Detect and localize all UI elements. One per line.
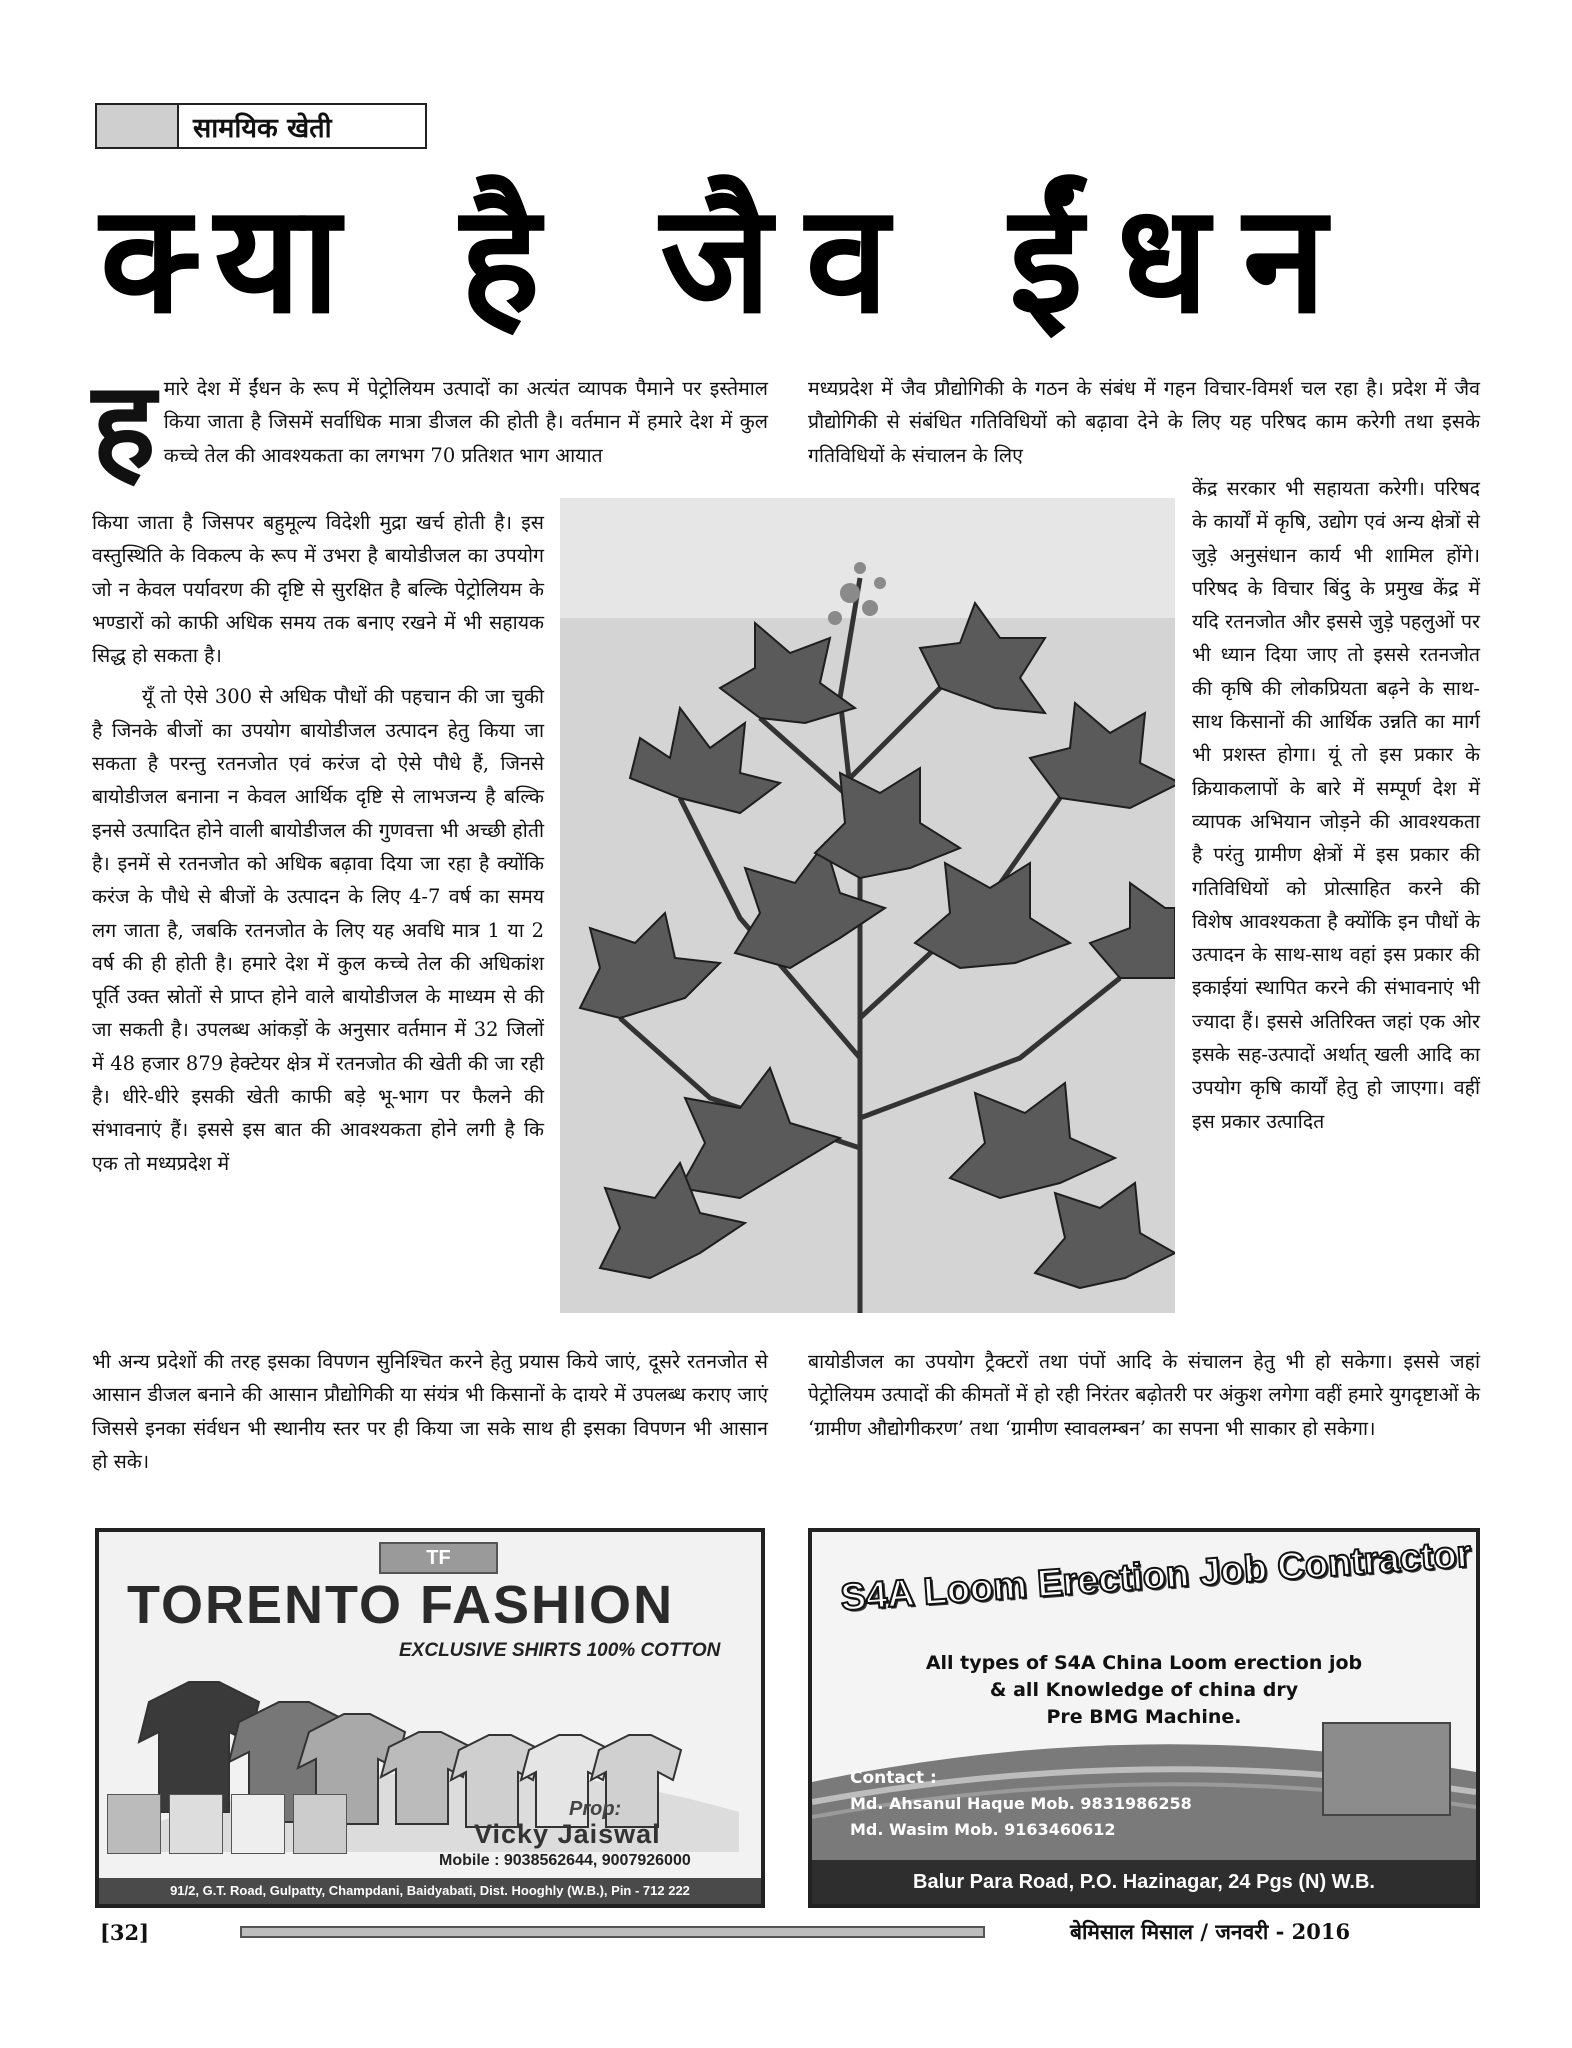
ad-right-address: Balur Para Road, P.O. Hazinagar, 24 Pgs (N) W.B. — [812, 1860, 1476, 1904]
ad-title: S4A Loom Erection Job Contractor — [839, 1533, 1473, 1620]
left-col-para-1: किया जाता है जिसपर बहुमूल्य विदेशी मुद्रा खर्च होती है। इस वस्तुस्थिति के विकल्प के रूप में उभरा है बायोडीजल का उपयोग जो न केवल पर्यावरण की दृष्टि से सुरक्षित है बल्कि पेट्रोलियम के भण्डारों को काफी अधिक समय तक बनाए रखने में भी सहायक सिद्ध हो सकता है। — [92, 511, 544, 668]
right-col-top-text: मध्यप्रदेश में जैव प्रौद्योगिकी के गठन के संबंध में गहन विचार-विमर्श चल रहा है। प्रदेश में जैव प्रौद्योगिकी से संबंधित गतिविधियों को बढ़ावा देने के लिए यह परिषद काम करेगी तथा इसके गतिविधियों के संचालन के लिए — [808, 377, 1480, 467]
ad-torento-fashion — [95, 1528, 765, 1908]
shirt-thumb — [107, 1794, 161, 1854]
shirt-thumb — [169, 1794, 223, 1854]
loom-machine-photo — [1322, 1722, 1451, 1816]
ad-line3: Pre BMG Machine. — [1046, 1706, 1242, 1728]
section-tag-shade — [97, 105, 179, 147]
ad-s4a-loom — [808, 1528, 1480, 1908]
article-left-bottom — [92, 1345, 768, 1478]
shirt-thumbnails — [99, 1794, 347, 1854]
article-right-top — [808, 372, 1480, 472]
shirt-thumb — [231, 1794, 285, 1854]
right-col-narrow-text: केंद्र सरकार भी सहायता करेगी। परिषद के कार्यों में कृषि, उद्योग एवं अन्य क्षेत्रों से जुड़े अनुसंधान कार्य भी शामिल होंगे। परिषद के विचार बिंदु के प्रमुख केंद्र में यदि रतनजोत और इससे जुड़े पहलुओं पर भी ध्यान दिया जाए तो इससे रतनजोत की कृषि की लोकप्रियता बढ़ने के साथ-साथ किसानों की आर्थिक उन्नति का मार्ग भी प्रशस्त होगा। यूं तो इस प्रकार के क्रियाकलापों के बारे में सम्पूर्ण देश में व्यापक अभियान जोड़ने की आवश्यकता है परंतु ग्रामीण क्षेत्रों में इस प्रकार की गतिविधियों को प्रोत्साहित करने की विशेष आवश्यकता है क्योंकि इन पौधों के उत्पादन के साथ-साथ वहां इस प्रकार की इकाईयां स्थापित करने की संभावनाएं भी ज्यादा हैं। इससे अतिरिक्त जहां एक ओर इसके सह-उत्पादों अर्थात् खली आदि का उपयोग कृषि कार्यों हेतु हो जाएगा। वहीं इस प्रकार उत्पादित — [1192, 477, 1480, 1133]
ad-contact-label: Contact : — [850, 1768, 937, 1788]
headline: क्या है जैव ईंधन — [100, 173, 1361, 347]
ad-mobile: Mobile : 9038562644, 9007926000 — [439, 1852, 691, 1869]
ad-tagline: EXCLUSIVE SHIRTS 100% COTTON — [399, 1640, 721, 1661]
section-label: सामयिक खेती — [193, 112, 332, 144]
jatropha-plant-photo — [560, 498, 1175, 1313]
left-col-para-2: यूँ तो ऐसे 300 से अधिक पौधों की पहचान की जा चुकी है जिनके बीजों का उपयोग बायोडीजल उत्पादन हेतु किया जा सकता है परन्तु रतनजोत एवं करंज दो ऐसे पौधे हैं, जिनसे बायोडीजल बनाना न केवल आर्थिक दृष्टि से लाभजन्य है बल्कि इनसे उत्पादित होने वाली बायोडीजल की गुणवत्ता भी अच्छी होती है। इनमें से रतनजोत को अधिक बढ़ावा दिया जा रहा है क्योंकि करंज के पौधे से बीजों के उत्पादन के लिए 4-7 वर्ष का समय लग जाता है, जबकि रतनजोत के लिए यह अवधि मात्र 1 या 2 वर्ष की ही होती है। हमारे देश में कुल कच्चे तेल की अधिकांश पूर्ति उक्त स्रोतों से प्राप्त होने वाले बायोडीजल के माध्यम से की जा सकती है। उपलब्ध आंकड़ों के अनुसार वर्तमान में 32 जिलों में 48 हजार 879 हेक्टेयर क्षेत्र में रतनजोत की खेती की जा रही है। धीरे-धीरे इसकी खेती काफी बड़े भू-भाग पर फैलने की संभावनाएं हैं। इससे इस बात की आवश्यकता होने लगी है कि एक तो मध्यप्रदेश में — [92, 685, 544, 1175]
ad-prop-label: Prop: — [569, 1798, 622, 1820]
ad-contact1: Md. Ahsanul Haque Mob. 9831986258 — [850, 1794, 1192, 1813]
shirt-thumb — [293, 1794, 347, 1854]
right-col-bottom-text: बायोडीजल का उपयोग ट्रैक्टरों तथा पंपों आदि के संचालन हेतु भी हो सकेगा। इससे जहां पेट्रोलियम उत्पादों की कीमतों में हो रही निरंतर बढ़ोतरी पर अंकुश लगेगा वहीं हमारे युगदृष्टाओं के ‘ग्रामीण औद्योगीकरण’ तथा ‘ग्रामीण स्वावलम्बन’ का सपना भी साकार हो सकेगा। — [808, 1350, 1480, 1440]
article-left-top — [92, 357, 768, 496]
footer-bar — [240, 1926, 985, 1938]
plant-illustration — [560, 498, 1175, 1313]
ad-contact2: Md. Wasim Mob. 9163460612 — [850, 1820, 1116, 1839]
left-col-top-text: मारे देश में ईंधन के रूप में पेट्रोलियम उत्पादों का अत्यंत व्यापक पैमाने पर इस्तेमाल किया जाता है जिसमें सर्वाधिक मात्रा डीजल की होती है। वर्तमान में हमारे देश में कुल कच्चे तेल की आवश्यकता का लगभग 70 प्रतिशत भाग आयात — [163, 377, 768, 467]
ad-badge: TF — [379, 1542, 498, 1574]
article-right-narrow — [1192, 472, 1480, 1138]
ad-brand: TORENTO FASHION — [127, 1575, 675, 1635]
article-left-narrow — [92, 506, 544, 1180]
article-right-bottom — [808, 1345, 1480, 1445]
ad-line1: All types of S4A China Loom erection job — [925, 1652, 1363, 1674]
section-tag — [95, 103, 427, 149]
left-col-bottom-text: भी अन्य प्रदेशों की तरह इसका विपणन सुनिश्चित करने हेतु प्रयास किये जाएं, दूसरे रतनजोत से आसान डीजल बनाने की आसान प्रौद्योगिकी या संयंत्र भी किसानों के दायरे में उपलब्ध कराए जाएं जिससे इनका संर्वधन भी स्थानीय स्तर पर ही किया जा सके साथ ही इसका विपणन भी आसान हो सके। — [92, 1350, 768, 1473]
ad-description — [812, 1650, 1476, 1731]
ad-owner: Vicky Jaiswal — [474, 1819, 661, 1849]
page-number: [32] — [100, 1920, 150, 1945]
dropcap: ह — [92, 357, 156, 496]
ad-address: 91/2, G.T. Road, Gulpatty, Champdani, Baidyabati, Dist. Hooghly (W.B.), Pin - 712 222 — [99, 1878, 761, 1904]
magazine-issue: बेमिसाल मिसाल / जनवरी - 2016 — [1070, 1919, 1351, 1944]
ad-line2: & all Knowledge of china dry — [989, 1679, 1299, 1701]
